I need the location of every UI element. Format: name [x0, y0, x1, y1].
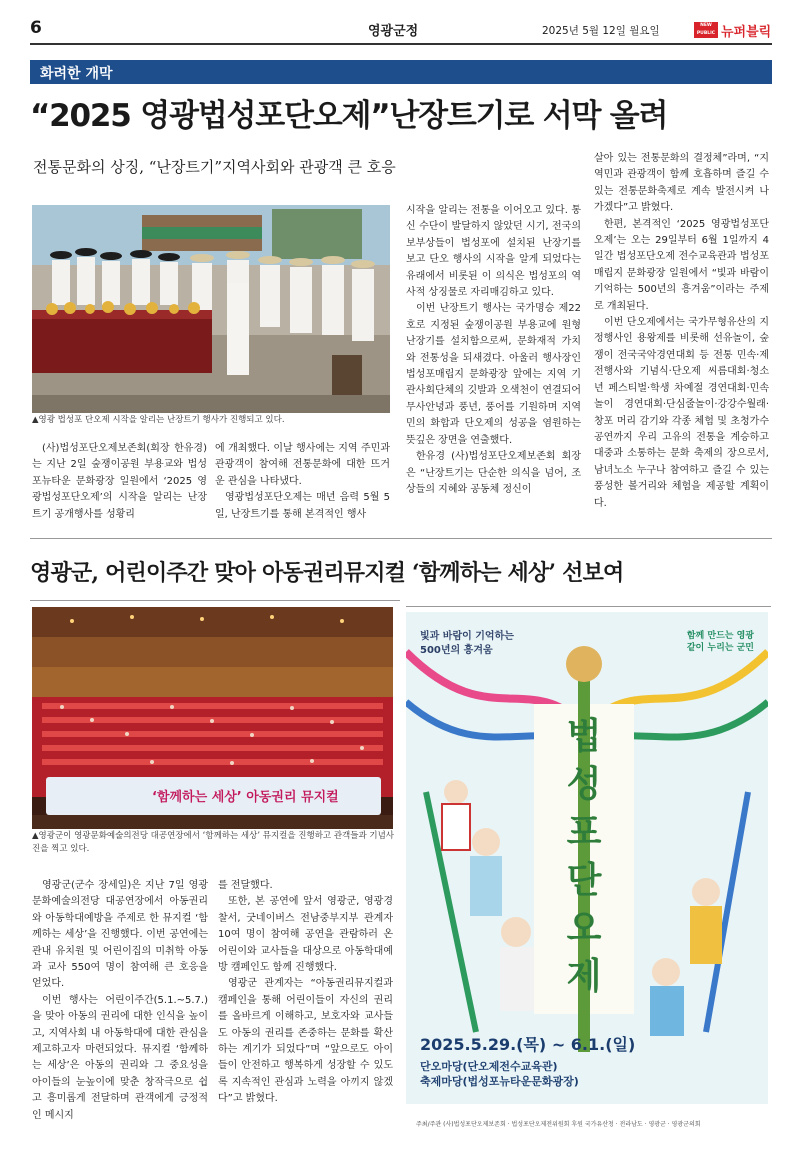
banner-text: ‘함께하는 세상’ 아동권리 뮤지컬: [152, 790, 339, 805]
article2-paragraph: 를 전달했다.: [218, 880, 273, 891]
article1-subheadline: 전통문화의 상징, “난장트기”지역사회와 관광객 큰 호응: [33, 158, 396, 176]
article1-paragraph: 이번 난장트기 행사는 국가명승 제22호로 지정된 숲쟁이공원 부용교에 원형 난장기를 설치함으로써, 문화재적 가치와 전통성을 되새겼다. 아울러 행사장인 법성포매립지 문화광장 앞에는 지역 기관사회단체의 깃발과 오색천이 연결되어 무사안녕과 풍년, 풍어를 기원하며 지역민의 화합과 단오제의 성공을 염원하는 뜻깊은 장면을 연출했다.: [406, 303, 581, 446]
article-divider: [30, 538, 772, 539]
poster-title-char: 제: [566, 955, 602, 997]
article1-kicker: 화려한 개막: [40, 66, 113, 82]
article1-column-4: [594, 151, 769, 512]
article2-paragraph: 또한, 본 공연에 앞서 영광군, 영광경찰서, 굿네이버스 전남중부지부 관계자 10여 명이 참여해 공연을 관람하러 온 어린이와 교사들을 대상으로 아동학대예방 캠페인도 함께 진행했다.: [218, 896, 393, 974]
poster-slogan-line1: 함께 만드는 영광: [686, 631, 754, 641]
article1-kicker-bar: [30, 60, 772, 84]
article2-column-1: [32, 878, 208, 1124]
poster-title-char: 포: [566, 811, 602, 853]
article1-paragraph: 이번 단오제에서는 국가무형유산의 지정행사인 용왕제를 비롯해 선유놀이, 숲쟁이 전국국악경연대회 등 전통 민속·제전행사와 기념식·단오제 씨름대회·청소년 페스티벌·학생 차예절 경연대회·민속놀이 경연대회·단심줄놀이·강강수월래·창포 머리 감기와 각종 체험 및 초청가수 공연까지 우리 고유의 전통을 계승하고 대중과 소통하는 문화 축제의 장으로서, 남녀노소 누구나 참여하고 즐길 수 있는 풍성한 볼거리와 체험을 제공할 계획이다.: [594, 317, 769, 509]
article1-column-1: [32, 441, 207, 523]
poster-title-char: 성: [566, 763, 602, 805]
page-number: 6: [30, 18, 42, 38]
ritual-photo-illustration: [32, 205, 390, 413]
article1-paragraph: 에 개최했다. 이날 행사에는 지역 주민과 관광객이 참여해 전통문화에 대한 뜨거운 관심을 나타냈다.: [215, 443, 390, 487]
poster-slogan: [687, 630, 754, 654]
article1-paragraph: 살아 있는 전통문화의 결정체”라며, “지역민과 관광객이 함께 호흡하며 즐길 수 있는 전통문화축제로 계속 발전시켜 나가겠다”고 밝혔다.: [594, 153, 769, 214]
article2-paragraph: 영광군 관계자는 “아동권리뮤지컬과 캠페인을 통해 어린이들이 자신의 권리를 올바르게 이해하고, 보호자와 교사들도 아동의 권리를 존중하는 문화를 확산하는 계기가 되었다”며 “앞으로도 아이들이 안전하고 행복하게 성장할 수 있도록 지속적인 관심과 노력을 아끼지 않겠다”고 밝혔다.: [218, 978, 393, 1105]
article2-headline: 영광군, 어린이주간 맞아 아동권리뮤지컬 ‘함께하는 세상’ 선보여: [30, 560, 624, 586]
poster-title-char: 단: [566, 859, 602, 901]
article1-paragraph: 시작을 알리는 전통을 이어오고 있다. 통신 수단이 발달하지 않았던 시기, 전국의 보부상들이 법성포에 설치된 난장기를 보고 단오 행사의 시작을 알게 되었다는 유래에서 비롯된 이 의식은 법성포의 역사적 상징물로 자리매김하고 있다.: [406, 205, 581, 299]
article1-photo-caption: ▲영광 법성포 단오제 시작을 알리는 난장트기 행사가 진행되고 있다.: [32, 415, 285, 425]
newspaper-name: 영광군정: [368, 24, 419, 39]
publisher-logo: [694, 22, 772, 38]
poster-title-char: 오: [566, 907, 602, 949]
article2-paragraph: 영광군(군수 장세일)은 지난 7일 영광문화예술의전당 대공연장에서 아동권리와 아동학대예방을 주제로 한 뮤지컬 ‘함께하는 세상’을 진행했다. 이번 공연에는 관내 유치원 및 어린이집의 미취학 아동과 교사 550여 명이 참여해 큰 호응을 얻었다.: [32, 880, 208, 990]
article1-paragraph: 한편, 본격적인 ‘2025 영광법성포단오제’는 오는 29일부터 6월 1일까지 4일간 법성포단오제 전수교육관과 법성포매립지 문화광장 일원에서 “빛과 바람이 기억하는 500년의 흥겨움”이라는 주제로 개최된다.: [594, 218, 769, 312]
poster-title-char: 법: [566, 715, 602, 757]
article1-paragraph: 한유경 (사)법성포단오제보존회 회장은 “난장트기는 단순한 의식을 넘어, 조상들의 지혜와 공동체 정신이: [406, 451, 581, 495]
article2-rule: [30, 600, 400, 601]
article1-column-2: [215, 441, 390, 523]
article1-photo: [32, 205, 390, 413]
poster-slogan-line2: 같이 누리는 군민: [686, 643, 754, 653]
theater-photo-illustration: [32, 607, 393, 829]
logo-text: 뉴퍼블릭: [721, 25, 772, 40]
article2-column-2: [218, 878, 393, 1108]
festival-poster: [406, 612, 768, 1132]
poster-tagline: [420, 630, 514, 658]
poster-venue: [420, 1059, 579, 1089]
article1-column-3: [406, 203, 581, 498]
article2-photo: [32, 607, 393, 829]
poster-date: 2025.5.29.(목) ~ 6.1.(일): [420, 1035, 636, 1054]
poster-venue-line2: 축제마당(법성포뉴타운문화광장): [420, 1075, 579, 1088]
logo-badge-icon: NEW PUBLIC: [694, 22, 718, 38]
article1-paragraph: 영광법성포단오제는 매년 음력 5월 5일, 난장트기를 통해 본격적인 행사: [215, 492, 390, 520]
article2-photo-caption: ▲영광군이 영광문화예술의전당 대공연장에서 ‘함께하는 세상’ 뮤지컬을 진행하고 관객들과 기념사진을 찍고 있다.: [32, 831, 394, 854]
poster-tagline-line1: 빛과 바람이 기억하는: [420, 631, 514, 642]
header-rule: [30, 43, 772, 45]
article1-paragraph: (사)법성포단오제보존회(회장 한유경)는 지난 2일 숲쟁이공원 부용교와 법성포뉴타운 문화광장 일원에서 ‘2025 영광법성포단오제’의 시작을 알리는 난장트기 공개행사를 성황리: [32, 443, 207, 520]
poster-tagline-line2: 500년의 흥겨움: [420, 645, 493, 656]
page-header: [30, 18, 772, 40]
poster-title: [538, 712, 630, 1000]
poster-top-rule: [406, 606, 771, 607]
poster-footer: 주최/주관 (사)법성포단오제보존회 · 법성포단오제전위원회 후원 국가유산청 · 전라남도 · 영광군 · 영광군의회: [416, 1121, 701, 1128]
publication-date: 2025년 5월 12일 월요일: [542, 25, 660, 37]
poster-venue-line1: 단오마당(단오제전수교육관): [420, 1060, 558, 1073]
article2-paragraph: 이번 행사는 어린이주간(5.1.~5.7.)을 맞아 아동의 권리에 대한 인식을 높이고, 지역사회 내 아동학대에 대한 관심을 제고하고자 마련되었다. 뮤지컬 ‘함께하는 세상’은 아동의 권리와 그 중요성을 아이들의 눈높이에 맞춘 창작극으로 쉽고 흥미롭게 전달하며 관객에게 긍정적인 메시지: [32, 994, 208, 1121]
article1-headline: “2025 영광법성포단오제”난장트기로 서막 올려: [30, 98, 668, 134]
